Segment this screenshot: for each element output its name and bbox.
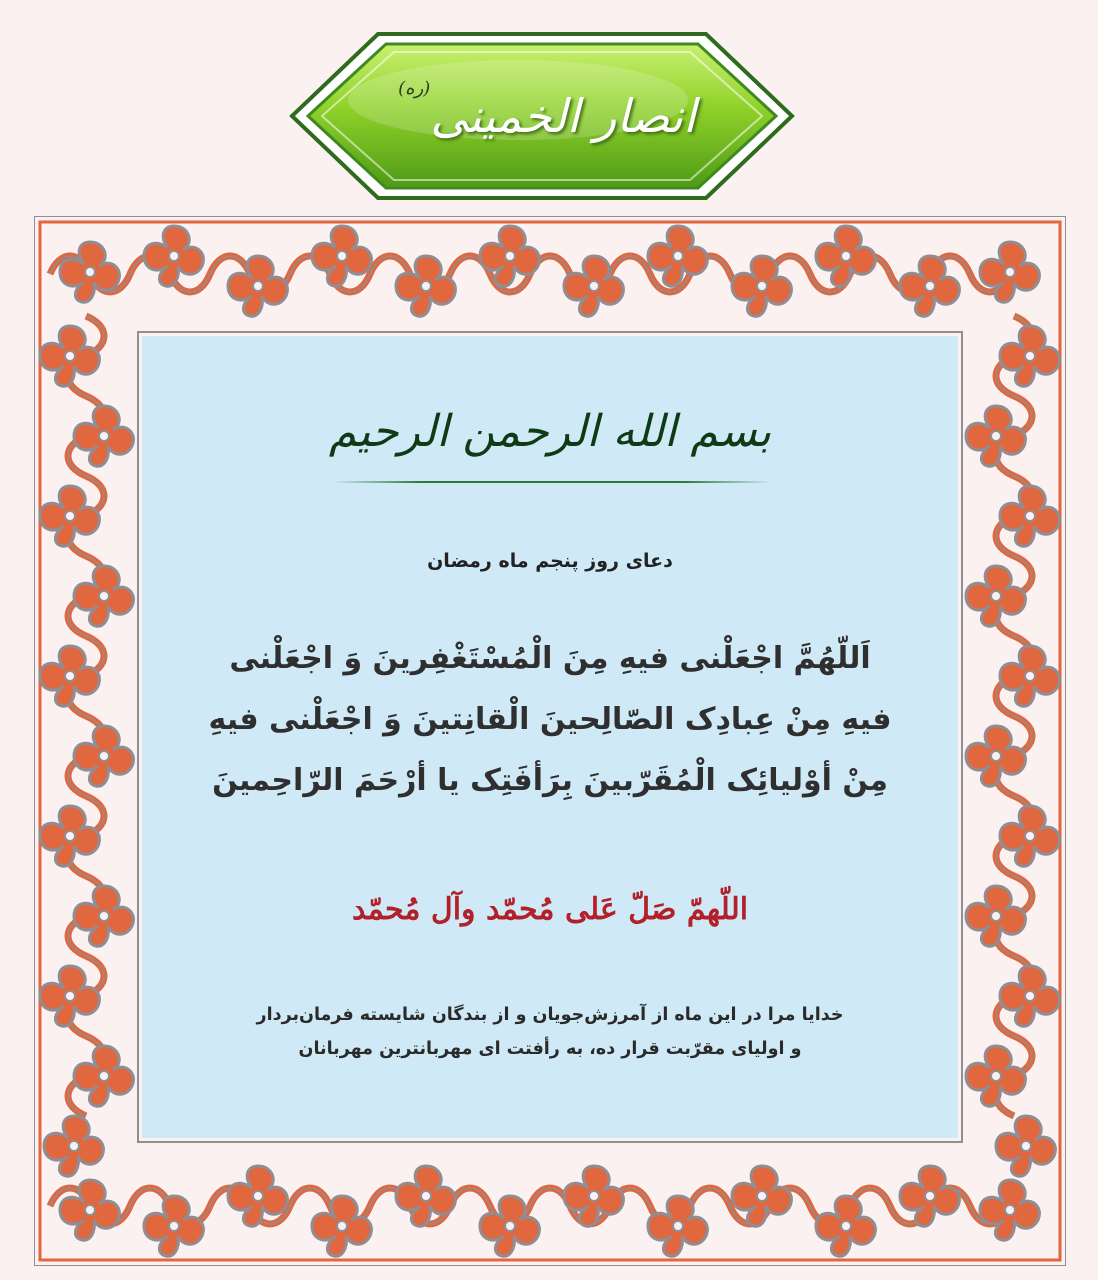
arabic-line: فیهِ مِنْ عِبادِک الصّالِحینَ الْقانِتینَ وَ اجْعَلْنی فیهِ xyxy=(208,702,892,737)
basmala-calligraphy: بسم الله الرحمن الرحیم xyxy=(328,406,772,457)
prayer-panel xyxy=(142,336,958,1138)
prayer-title: دعای روز پنجم ماه رمضان xyxy=(427,550,673,572)
salawat-text: اللّهمّ صَلّ عَلی مُحمّد وآل مُحمّد xyxy=(351,892,749,927)
arabic-line: اَللّهُمَّ اجْعَلْنی فیهِ مِنَ الْمُسْتَغْفِرینَ وَ اجْعَلْنی xyxy=(229,641,871,676)
translation-line: خدایا مرا در این ماه از آمرزش‌جویان و از بندگان شایسته فرمان‌بردار xyxy=(256,1005,844,1025)
persian-translation xyxy=(182,998,918,1066)
badge-honorific: (ره) xyxy=(398,78,431,99)
badge-title-group xyxy=(348,30,736,202)
badge-title: انصار الخمینی xyxy=(430,89,696,143)
basmala-underline xyxy=(332,481,772,483)
arabic-line: مِنْ أوْلیائِک الْمُقَرّبینَ بِرَأفَتِک یا أرْحَمَ الرّاحِمینَ xyxy=(212,763,888,798)
header-badge xyxy=(288,30,796,202)
arabic-prayer-text xyxy=(182,628,918,811)
translation-line: و اولیای مقرّبت قرار ده، به رأفتت ای مهربانترین مهربانان xyxy=(298,1039,802,1059)
